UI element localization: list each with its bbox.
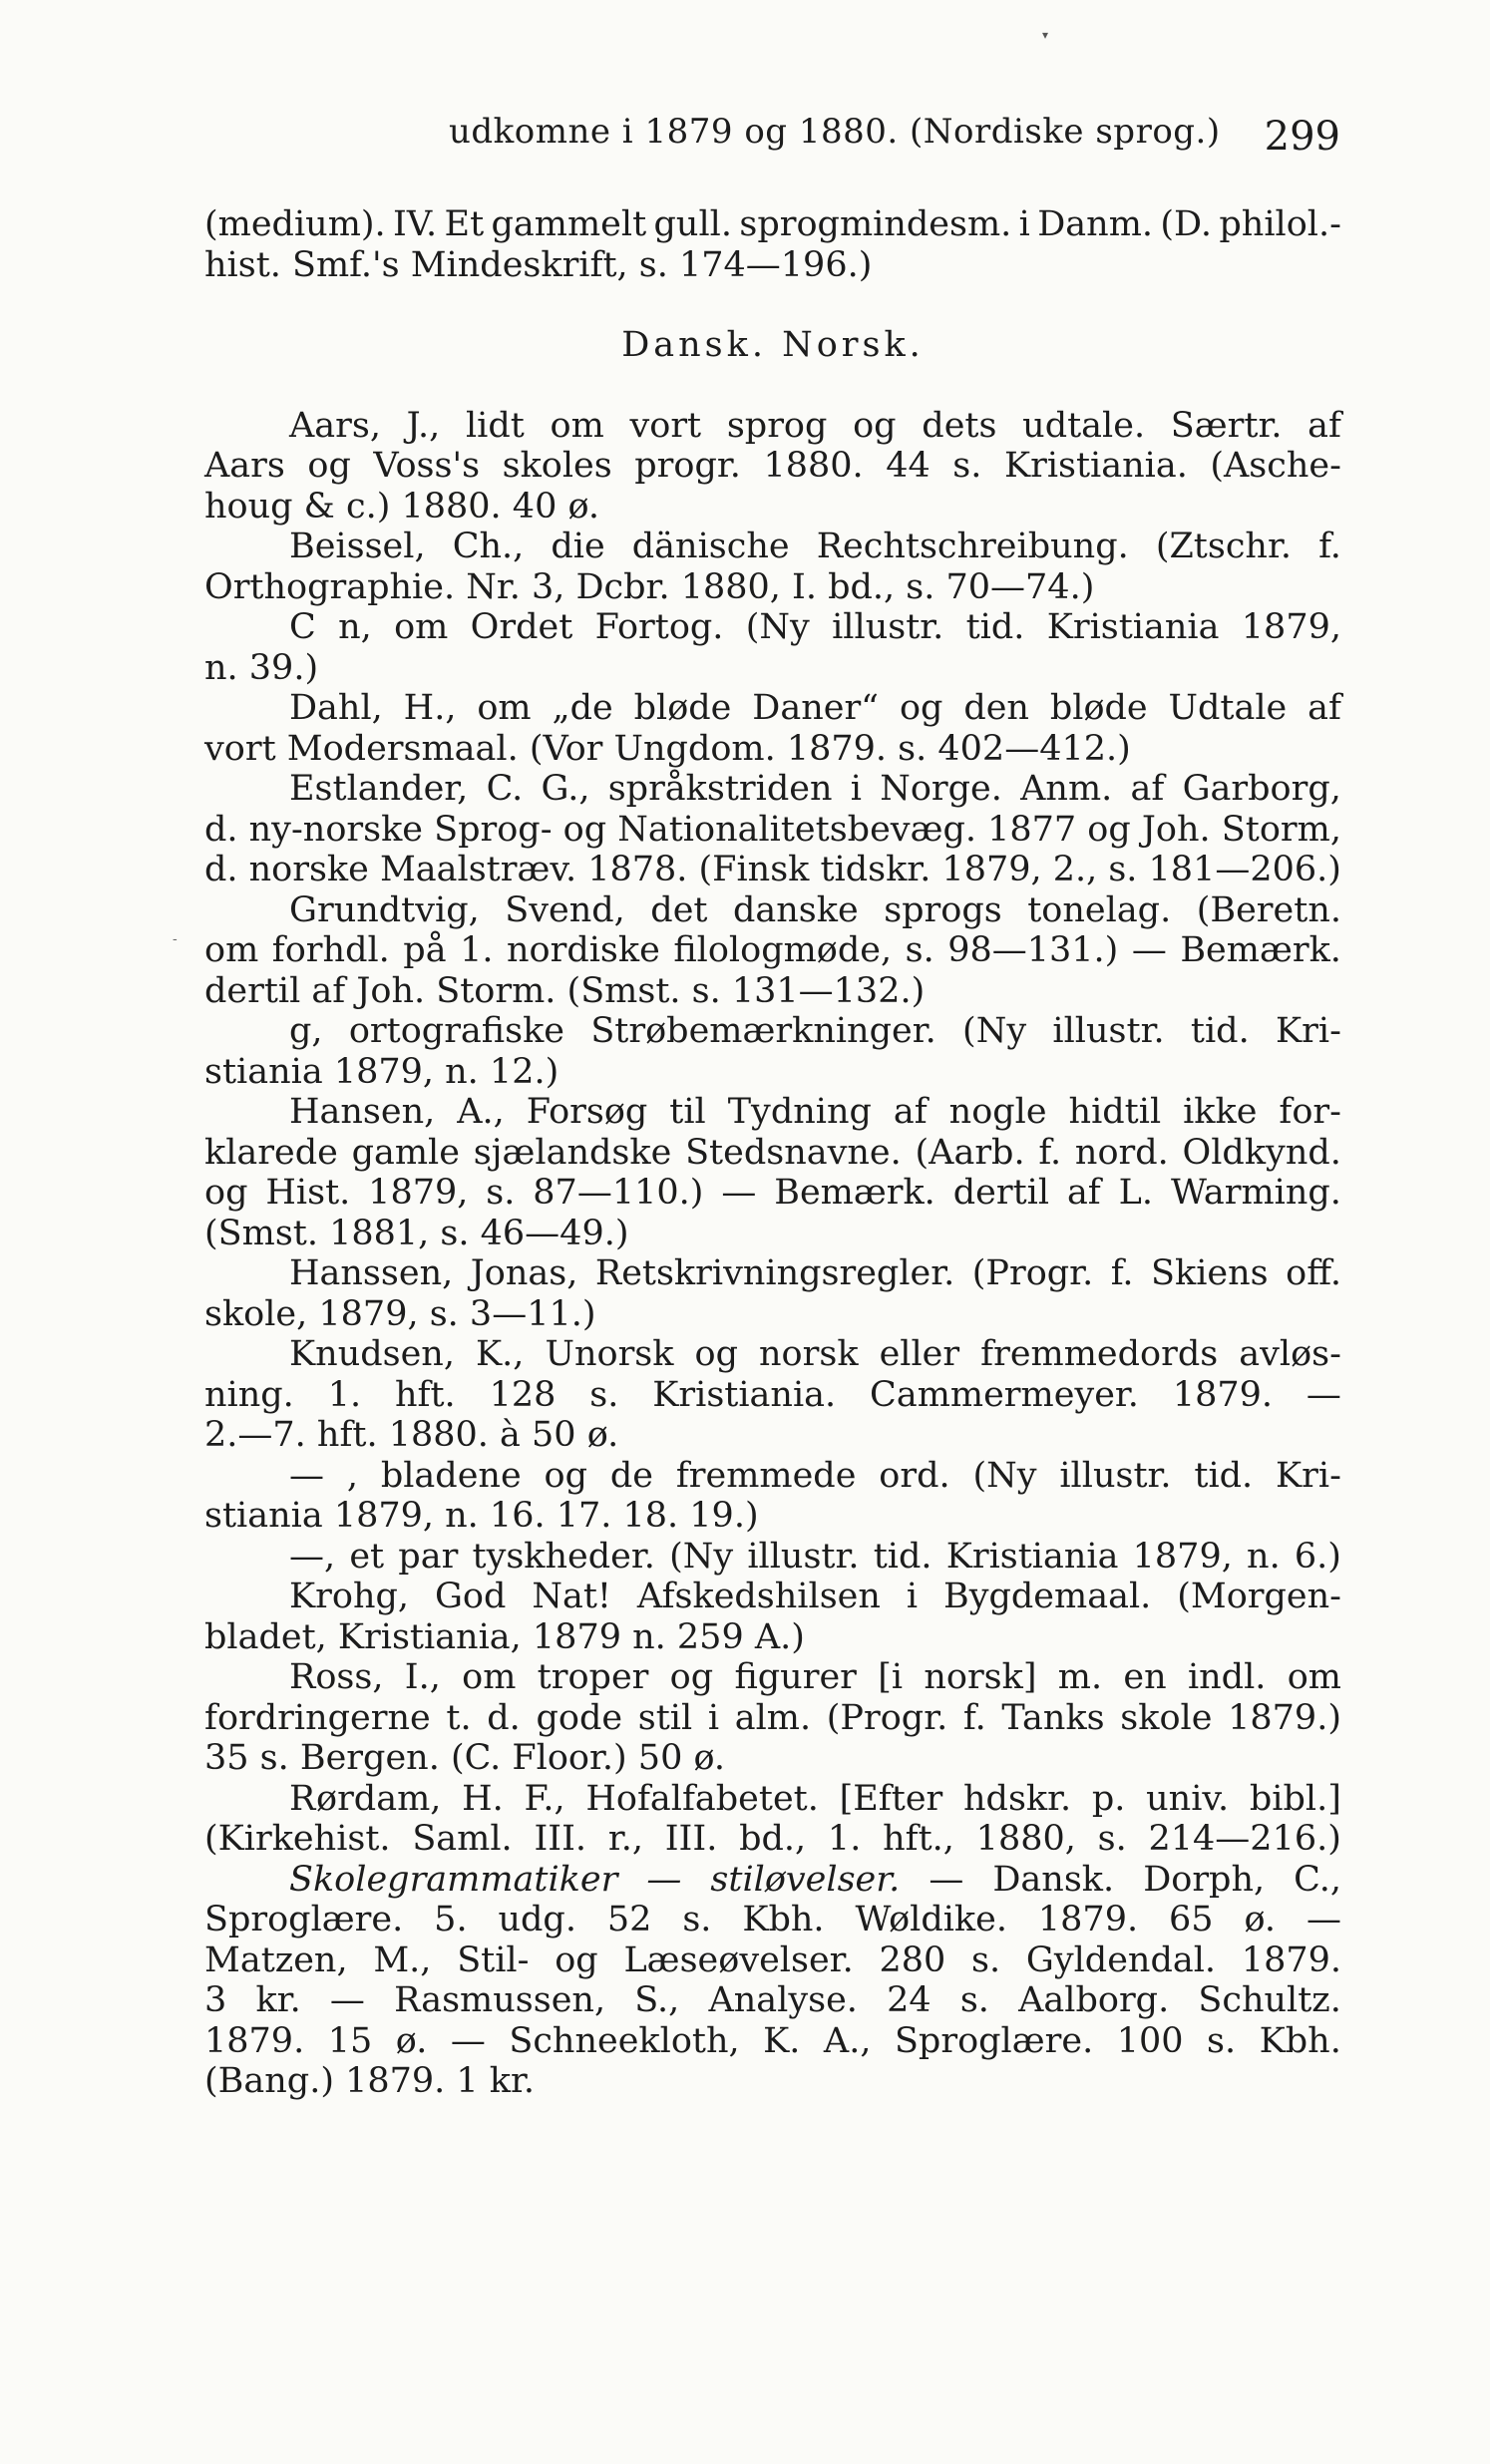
text-line: Aars, J., lidt om vort sprog og dets udtale. Særtr. af <box>289 405 1341 446</box>
text-line: (Smst. 1881, s. 46—49.) <box>204 1213 629 1253</box>
text-line: Rørdam, H. F., Hofalfabetet. [Efter hdskr. p. univ. bibl.] <box>289 1778 1341 1819</box>
text-line: Dansk. Norsk. <box>621 325 925 365</box>
text-line: Sproglære. 5. udg. 52 s. Kbh. Wøldike. 1879. 65 ø. — <box>204 1900 1341 1939</box>
text-line: Matzen, M., Stil- og Læseøvelser. 280 s. Gyldendal. 1879. <box>204 1939 1341 1980</box>
text-line: (medium). IV. Et gammelt gull. sprogmindesm. i Danm. (D. philol.- <box>204 204 1341 244</box>
text-line: Hansen, A., Forsøg til Tydning af nogle hidtil ikke for- <box>289 1092 1341 1132</box>
page-header <box>204 112 1340 172</box>
text-line: Skolegrammatiker — stiløvelser. — Dansk. Dorph, C., <box>289 1859 1341 1900</box>
bibliography-text <box>204 204 1341 2102</box>
text-line: n. 39.) <box>204 647 319 688</box>
text-line: om forhdl. på 1. nordiske filologmøde, s. 98—131.) — Bemærk. <box>204 930 1341 970</box>
text-line: —, et par tyskheder. (Ny illustr. tid. Kristiania 1879, n. 6.) <box>289 1536 1341 1577</box>
page-number: 299 <box>1264 114 1340 160</box>
text-line: Orthographie. Nr. 3, Dcbr. 1880, I. bd., s. 70—74.) <box>204 566 1095 607</box>
text-line: d. ny-norske Sprog- og Nationalitetsbevæg. 1877 og Joh. Storm, <box>204 809 1341 850</box>
text-line: Ross, I., om troper og figurer [i norsk] m. en indl. om <box>289 1657 1341 1697</box>
text-line: fordringerne t. d. gode stil i alm. (Progr. f. Tanks skole 1879.) <box>204 1697 1341 1738</box>
text-line: Hanssen, Jonas, Retskrivningsregler. (Progr. f. Skiens off. <box>289 1253 1341 1293</box>
text-line: C n, om Ordet Fortog. (Ny illustr. tid. Kristiania 1879, <box>289 607 1341 647</box>
text-line: klarede gamle sjælandske Stedsnavne. (Aarb. f. nord. Oldkynd. <box>204 1132 1341 1173</box>
text-line: g, ortografiske Strøbemærkninger. (Ny illustr. tid. Kri- <box>289 1011 1341 1051</box>
text-line: vort Modersmaal. (Vor Ungdom. 1879. s. 402—412.) <box>204 728 1131 769</box>
text-line: 3 kr. — Rasmussen, S., Analyse. 24 s. Aalborg. Schultz. <box>204 1980 1341 2020</box>
text-line: Beissel, Ch., die dänische Rechtschreibung. (Ztschr. f. <box>289 527 1341 566</box>
text-line: d. norske Maalstræv. 1878. (Finsk tidskr. 1879, 2., s. 181—206.) <box>204 850 1341 889</box>
text-line: (Bang.) 1879. 1 kr. <box>204 2061 536 2101</box>
text-line: stiania 1879, n. 16. 17. 18. 19.) <box>204 1496 759 1536</box>
running-title: udkomne i 1879 og 1880. (Nordiske sprog.) <box>449 112 1221 152</box>
text-line: stiania 1879, n. 12.) <box>204 1051 559 1092</box>
text-line: — , bladene og de fremmede ord. (Ny illustr. tid. Kri- <box>289 1455 1341 1496</box>
text-line: dertil af Joh. Storm. (Smst. s. 131—132.) <box>204 970 926 1011</box>
text-line: houg & c.) 1880. 40 ø. <box>204 486 600 527</box>
text-line: Knudsen, K., Unorsk og norsk eller fremmedords avløs- <box>289 1334 1341 1374</box>
text-line: 2.—7. hft. 1880. à 50 ø. <box>204 1415 619 1455</box>
text-line: Aars og Voss's skoles progr. 1880. 44 s. Kristiania. (Asche- <box>204 446 1341 486</box>
text-line: 35 s. Bergen. (C. Floor.) 50 ø. <box>204 1738 726 1778</box>
print-speck: ▾ <box>1042 28 1049 42</box>
text-line: Grundtvig, Svend, det danske sprogs tonelag. (Beretn. <box>289 889 1341 930</box>
text-line: bladet, Kristiania, 1879 n. 259 A.) <box>204 1616 805 1657</box>
text-line: skole, 1879, s. 3—11.) <box>204 1293 596 1334</box>
text-line: Estlander, C. G., språkstriden i Norge. Anm. af Garborg, <box>289 769 1341 809</box>
text-line: ning. 1. hft. 128 s. Kristiania. Cammermeyer. 1879. — <box>204 1374 1341 1415</box>
text-line: Dahl, H., om „de bløde Daner“ og den bløde Udtale af <box>289 688 1341 728</box>
text-line: (Kirkehist. Saml. III. r., III. bd., 1. hft., 1880, s. 214—216.) <box>204 1819 1341 1859</box>
text-line: 1879. 15 ø. — Schneekloth, K. A., Sproglære. 100 s. Kbh. <box>204 2020 1341 2061</box>
margin-mark: - <box>173 931 178 947</box>
text-line: Krohg, God Nat! Afskedshilsen i Bygdemaal. (Morgen- <box>289 1577 1341 1616</box>
text-line: hist. Smf.'s Mindeskrift, s. 174—196.) <box>204 244 873 285</box>
text-line: og Hist. 1879, s. 87—110.) — Bemærk. dertil af L. Warming. <box>204 1173 1341 1213</box>
